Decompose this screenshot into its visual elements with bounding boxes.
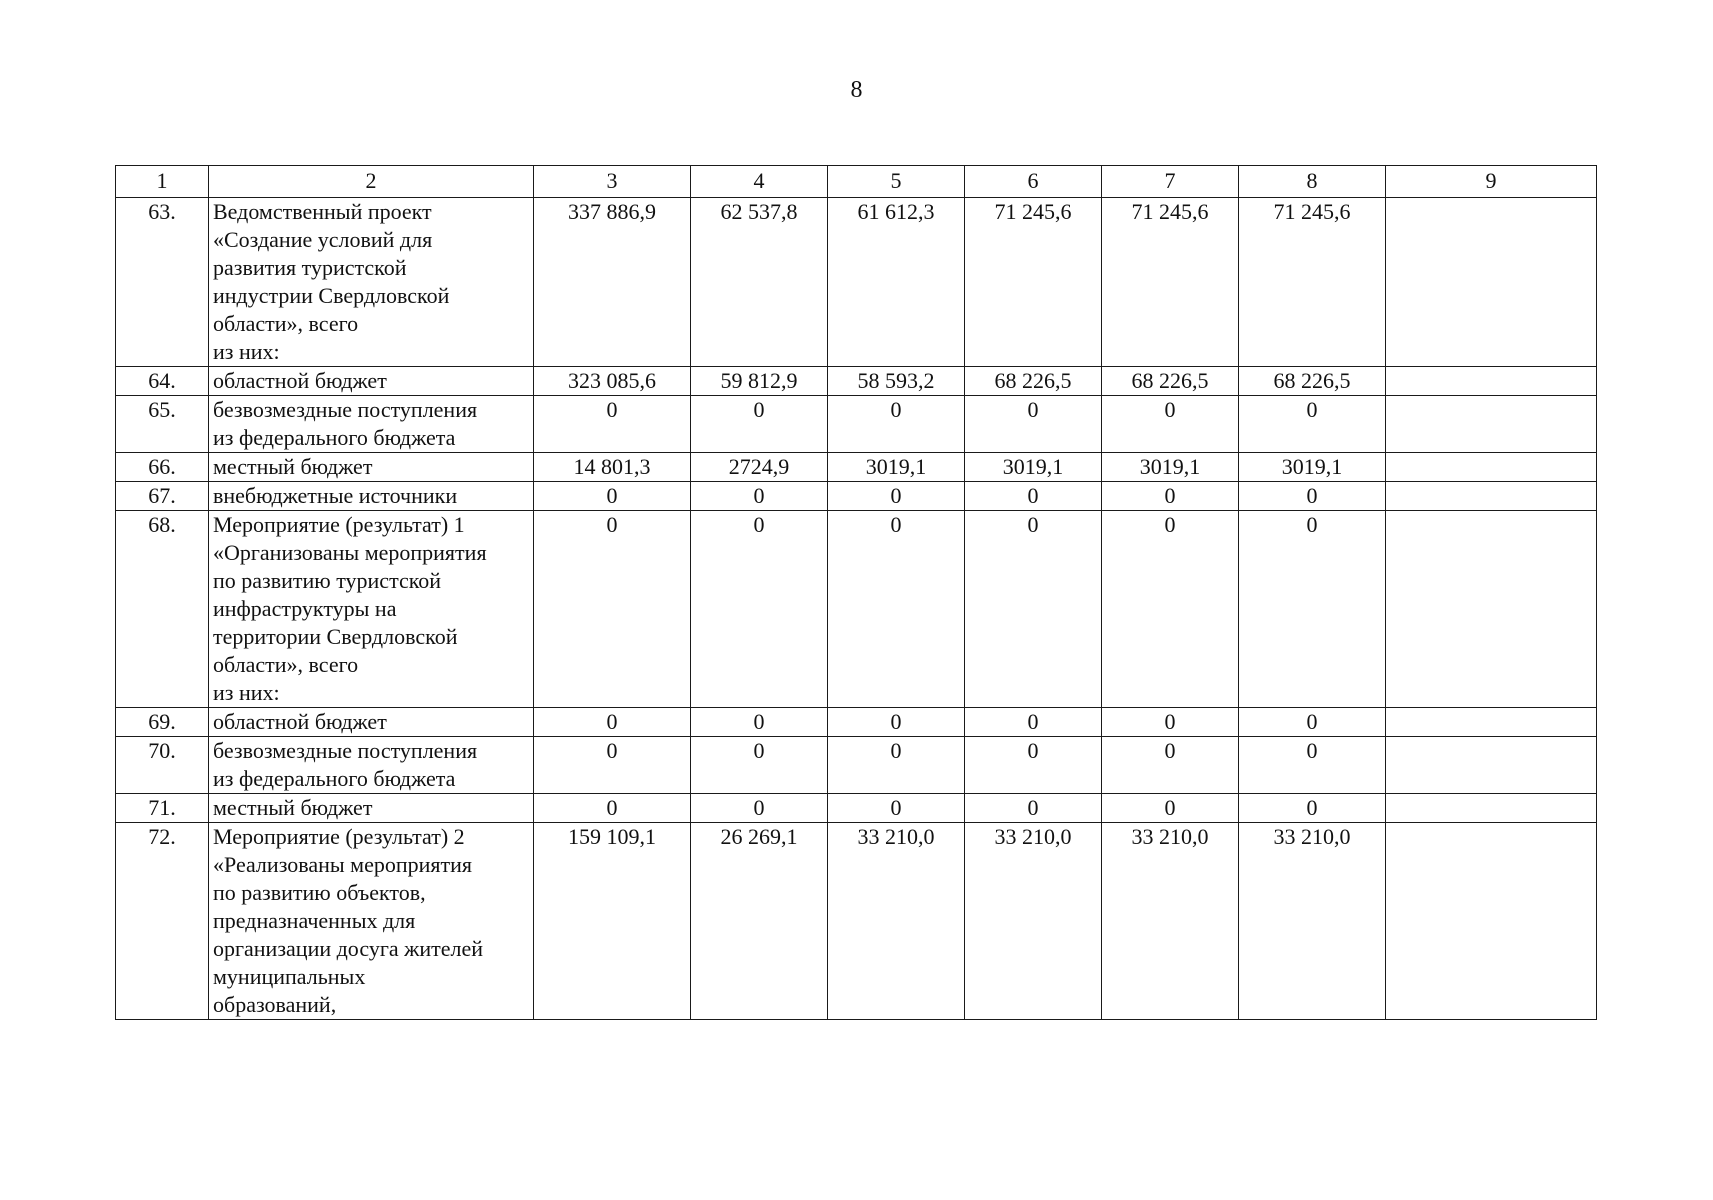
description-line: развития туристской xyxy=(213,255,407,280)
value-cell-col-5: 0 xyxy=(828,396,965,453)
value-cell-col-4: 0 xyxy=(691,794,828,823)
value-cell-col-5: 58 593,2 xyxy=(828,367,965,396)
row-description xyxy=(209,198,534,367)
value-cell-col-4: 0 xyxy=(691,511,828,708)
row-description xyxy=(209,482,534,511)
table-row xyxy=(116,396,1597,453)
value-cell-col-9 xyxy=(1386,482,1597,511)
description-line: области», всего xyxy=(213,311,359,336)
row-number: 65. xyxy=(116,396,209,453)
value-cell-col-7: 0 xyxy=(1102,794,1239,823)
value-cell-col-4: 0 xyxy=(691,482,828,511)
description-line: местный бюджет xyxy=(213,795,373,820)
header-cell-3: 3 xyxy=(534,166,691,198)
table-row xyxy=(116,708,1597,737)
value-cell-col-6: 68 226,5 xyxy=(965,367,1102,396)
value-cell-col-8: 3019,1 xyxy=(1239,453,1386,482)
value-cell-col-4: 59 812,9 xyxy=(691,367,828,396)
description-line: образований, xyxy=(213,992,337,1017)
value-cell-col-4: 0 xyxy=(691,737,828,794)
value-cell-col-9 xyxy=(1386,453,1597,482)
row-description xyxy=(209,794,534,823)
row-number: 66. xyxy=(116,453,209,482)
value-cell-col-8: 0 xyxy=(1239,708,1386,737)
row-number: 72. xyxy=(116,823,209,1020)
description-line: инфраструктуры на xyxy=(213,596,397,621)
value-cell-col-5: 0 xyxy=(828,482,965,511)
value-cell-col-4: 2724,9 xyxy=(691,453,828,482)
row-description xyxy=(209,823,534,1020)
description-line: из федерального бюджета xyxy=(213,766,456,791)
value-cell-col-5: 0 xyxy=(828,737,965,794)
row-number: 64. xyxy=(116,367,209,396)
description-line: безвозмездные поступления xyxy=(213,397,478,422)
value-cell-col-3: 323 085,6 xyxy=(534,367,691,396)
value-cell-col-3: 0 xyxy=(534,708,691,737)
value-cell-col-6: 33 210,0 xyxy=(965,823,1102,1020)
table-row xyxy=(116,367,1597,396)
row-number: 71. xyxy=(116,794,209,823)
header-cell-6: 6 xyxy=(965,166,1102,198)
row-description xyxy=(209,453,534,482)
row-description xyxy=(209,511,534,708)
description-line: Мероприятие (результат) 2 xyxy=(213,824,465,849)
value-cell-col-6: 0 xyxy=(965,396,1102,453)
description-line: области», всего xyxy=(213,652,359,677)
description-line: из них: xyxy=(213,339,280,364)
value-cell-col-8: 71 245,6 xyxy=(1239,198,1386,367)
value-cell-col-6: 71 245,6 xyxy=(965,198,1102,367)
table-row xyxy=(116,453,1597,482)
description-line: организации досуга жителей xyxy=(213,936,483,961)
value-cell-col-7: 71 245,6 xyxy=(1102,198,1239,367)
description-line: «Организованы мероприятия xyxy=(213,540,487,565)
value-cell-col-8: 0 xyxy=(1239,794,1386,823)
budget-table xyxy=(115,165,1597,1020)
value-cell-col-7: 0 xyxy=(1102,511,1239,708)
value-cell-col-5: 33 210,0 xyxy=(828,823,965,1020)
header-cell-1: 1 xyxy=(116,166,209,198)
value-cell-col-6: 0 xyxy=(965,482,1102,511)
value-cell-col-5: 61 612,3 xyxy=(828,198,965,367)
description-line: «Создание условий для xyxy=(213,227,433,252)
value-cell-col-4: 0 xyxy=(691,708,828,737)
description-line: Ведомственный проект xyxy=(213,199,432,224)
description-line: Мероприятие (результат) 1 xyxy=(213,512,465,537)
description-line: из них: xyxy=(213,680,280,705)
value-cell-col-9 xyxy=(1386,794,1597,823)
description-line: территории Свердловской xyxy=(213,624,458,649)
description-line: из федерального бюджета xyxy=(213,425,456,450)
value-cell-col-6: 0 xyxy=(965,737,1102,794)
description-line: «Реализованы мероприятия xyxy=(213,852,473,877)
row-description xyxy=(209,396,534,453)
row-number: 70. xyxy=(116,737,209,794)
value-cell-col-9 xyxy=(1386,737,1597,794)
description-line: предназначенных для xyxy=(213,908,416,933)
table-header-row xyxy=(116,166,1597,198)
value-cell-col-3: 0 xyxy=(534,794,691,823)
value-cell-col-7: 0 xyxy=(1102,708,1239,737)
header-cell-8: 8 xyxy=(1239,166,1386,198)
value-cell-col-7: 3019,1 xyxy=(1102,453,1239,482)
value-cell-col-8: 68 226,5 xyxy=(1239,367,1386,396)
table-row xyxy=(116,794,1597,823)
value-cell-col-8: 0 xyxy=(1239,396,1386,453)
description-line: муниципальных xyxy=(213,964,366,989)
header-cell-9: 9 xyxy=(1386,166,1597,198)
value-cell-col-3: 0 xyxy=(534,737,691,794)
row-description xyxy=(209,737,534,794)
value-cell-col-6: 0 xyxy=(965,794,1102,823)
value-cell-col-5: 0 xyxy=(828,708,965,737)
row-description xyxy=(209,367,534,396)
value-cell-col-3: 0 xyxy=(534,511,691,708)
value-cell-col-9 xyxy=(1386,367,1597,396)
value-cell-col-3: 14 801,3 xyxy=(534,453,691,482)
table-row xyxy=(116,482,1597,511)
value-cell-col-3: 0 xyxy=(534,482,691,511)
value-cell-col-8: 0 xyxy=(1239,737,1386,794)
description-line: безвозмездные поступления xyxy=(213,738,478,763)
header-cell-4: 4 xyxy=(691,166,828,198)
value-cell-col-5: 0 xyxy=(828,511,965,708)
value-cell-col-6: 0 xyxy=(965,708,1102,737)
value-cell-col-4: 26 269,1 xyxy=(691,823,828,1020)
row-number: 63. xyxy=(116,198,209,367)
description-line: индустрии Свердловской xyxy=(213,283,450,308)
value-cell-col-4: 0 xyxy=(691,396,828,453)
table-row xyxy=(116,198,1597,367)
row-description xyxy=(209,708,534,737)
table-row xyxy=(116,511,1597,708)
header-cell-5: 5 xyxy=(828,166,965,198)
row-number: 69. xyxy=(116,708,209,737)
description-line: по развитию объектов, xyxy=(213,880,426,905)
value-cell-col-3: 337 886,9 xyxy=(534,198,691,367)
header-cell-7: 7 xyxy=(1102,166,1239,198)
description-line: местный бюджет xyxy=(213,454,373,479)
table-row xyxy=(116,737,1597,794)
description-line: областной бюджет xyxy=(213,368,387,393)
table-body xyxy=(116,166,1597,1020)
row-number: 67. xyxy=(116,482,209,511)
header-cell-2: 2 xyxy=(209,166,534,198)
value-cell-col-7: 0 xyxy=(1102,737,1239,794)
page-number: 8 xyxy=(850,77,863,103)
value-cell-col-8: 33 210,0 xyxy=(1239,823,1386,1020)
row-number: 68. xyxy=(116,511,209,708)
table-row xyxy=(116,823,1597,1020)
value-cell-col-3: 0 xyxy=(534,396,691,453)
value-cell-col-7: 0 xyxy=(1102,482,1239,511)
value-cell-col-3: 159 109,1 xyxy=(534,823,691,1020)
value-cell-col-9 xyxy=(1386,708,1597,737)
value-cell-col-7: 33 210,0 xyxy=(1102,823,1239,1020)
value-cell-col-9 xyxy=(1386,823,1597,1020)
value-cell-col-7: 68 226,5 xyxy=(1102,367,1239,396)
description-line: по развитию туристской xyxy=(213,568,442,593)
value-cell-col-8: 0 xyxy=(1239,511,1386,708)
value-cell-col-8: 0 xyxy=(1239,482,1386,511)
value-cell-col-5: 0 xyxy=(828,794,965,823)
description-line: областной бюджет xyxy=(213,709,387,734)
value-cell-col-9 xyxy=(1386,198,1597,367)
value-cell-col-9 xyxy=(1386,511,1597,708)
value-cell-col-6: 0 xyxy=(965,511,1102,708)
value-cell-col-6: 3019,1 xyxy=(965,453,1102,482)
value-cell-col-4: 62 537,8 xyxy=(691,198,828,367)
description-line: внебюджетные источники xyxy=(213,483,458,508)
value-cell-col-5: 3019,1 xyxy=(828,453,965,482)
value-cell-col-9 xyxy=(1386,396,1597,453)
value-cell-col-7: 0 xyxy=(1102,396,1239,453)
